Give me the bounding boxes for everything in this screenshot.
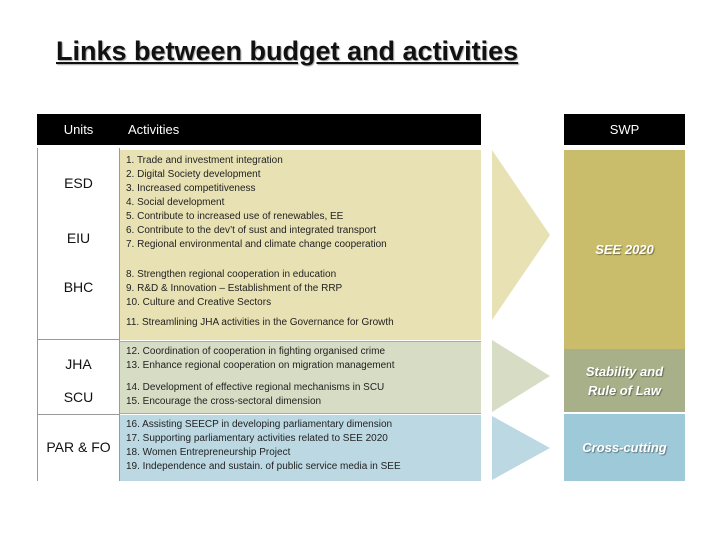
unit-scu — [38, 379, 119, 415]
activity-item: 17. Supporting parliamentary activities related to SEE 2020 — [126, 433, 388, 444]
header-swp-label: SWP — [609, 122, 640, 137]
unit-esd-label: ESD — [64, 175, 93, 191]
page-title: Links between budget and activities — [56, 36, 519, 66]
activity-item: 7. Regional environmental and climate change cooperation — [126, 239, 387, 250]
activity-item: 3. Increased competitiveness — [126, 183, 256, 194]
unit-par-fo — [38, 415, 119, 479]
unit-par-fo-label: PAR & FO — [46, 439, 111, 455]
activity-item: 6. Contribute to the dev’t of sust and integrated transport — [126, 225, 377, 236]
activity-item: 14. Development of effective regional mechanisms in SCU — [126, 382, 385, 393]
activity-item: 8. Strengthen regional cooperation in education — [126, 269, 337, 280]
activity-item: 18. Women Entrepreneurship Project — [126, 447, 291, 458]
band-divider — [120, 341, 481, 342]
header-activities — [120, 114, 481, 145]
band-divider — [120, 413, 481, 414]
activity-group-6 — [120, 418, 401, 474]
unit-bhc-label: BHC — [63, 279, 94, 295]
header-activities-label: Activities — [128, 122, 180, 137]
activity-item: 15. Encourage the cross-sectoral dimension — [126, 396, 322, 407]
activity-item: 10. Culture and Creative Sectors — [126, 297, 272, 308]
activity-item: 19. Independence and sustain. of public service media in SEE — [126, 461, 401, 472]
swp-see2020-label: SEE 2020 — [595, 242, 654, 257]
arrow-crosscutting — [492, 416, 550, 480]
unit-esd — [38, 148, 119, 218]
activity-item: 13. Enhance regional cooperation on migration management — [126, 360, 395, 371]
activity-group-5 — [120, 381, 384, 409]
activity-item: 5. Contribute to increased use of renewables, EE — [126, 211, 344, 222]
activity-group-4 — [120, 345, 395, 373]
unit-scu-label: SCU — [63, 389, 94, 405]
header-units — [37, 114, 120, 145]
unit-eiu — [38, 218, 119, 258]
swp-see2020 — [564, 150, 685, 349]
swp-crosscutting — [564, 414, 685, 481]
activity-item: 4. Social development — [126, 197, 225, 208]
unit-divider — [38, 339, 119, 340]
swp-stability-line1: Stability and — [585, 363, 664, 379]
arrow-see2020 — [492, 150, 550, 320]
activity-group-3 — [120, 316, 394, 330]
swp-stability-line2: Rule of Law — [588, 382, 661, 398]
unit-bhc — [38, 262, 119, 312]
activity-item: 16. Assisting SEECP in developing parliamentary dimension — [126, 419, 393, 430]
unit-jha — [38, 344, 119, 384]
swp-stability — [564, 349, 685, 412]
header-units-label: Units — [63, 122, 94, 137]
unit-jha-label: JHA — [65, 356, 92, 372]
activity-item: 9. R&D & Innovation – Establishment of the RRP — [126, 283, 343, 294]
arrow-graphics — [480, 140, 570, 485]
activity-item: 1. Trade and investment integration — [126, 155, 283, 166]
unit-eiu-label: EIU — [66, 230, 91, 246]
arrow-stability — [492, 340, 550, 412]
swp-crosscutting-label: Cross-cutting — [582, 440, 667, 455]
header-swp — [564, 114, 685, 145]
activity-item: 11. Streamlining JHA activities in the Governance for Growth — [126, 317, 394, 328]
activity-item: 2. Digital Society development — [126, 169, 261, 180]
activity-item: 12. Coordination of cooperation in fighting organised crime — [126, 346, 386, 357]
activity-group-2 — [120, 268, 342, 310]
activity-group-1 — [120, 154, 387, 252]
